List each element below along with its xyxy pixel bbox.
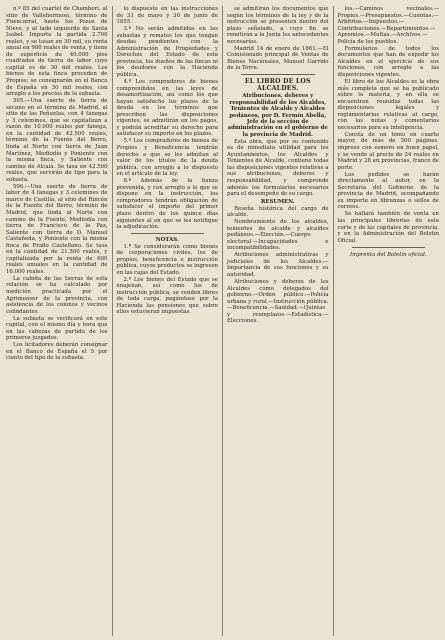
printer-imprint: Imprenta del Boletín oficial. [349, 251, 427, 258]
section-heading: EL LIBRO DE LOS ALCALDES. [244, 77, 311, 93]
summary-item: Atribuciones administrativas y judiciales de los Alcaldes.—Importancia de sus funciones y su autoridad. [227, 252, 329, 279]
paragraph: El libro de los Alcaldes es la obra más completa que se ha publicado sobre la materia, y en ella se encuentran reunidas todas las disposiciones legales y reglamentarias relativas al cargo, con las notas y comentarios necesarios para su inteligencia. [337, 79, 439, 131]
column-2 [112, 6, 219, 636]
paragraph: Se hallará también de venta en las principales librerías de esta corte y de las capitales de provincia, y en la Administración del Boletín Oficial. [337, 211, 439, 244]
note: 2.ª Los bienes del Estado que se enajenan, así como los de instrucción pública, se venden libres de toda carga, pagándose por la Hacienda las pensiones que sobre ellos estuvieran impuestas. [116, 276, 218, 316]
divider [241, 74, 315, 75]
summary-item: Nombramiento de los alcaldes, tenientes de alcalde y alcaldes pedáneos.—Elección.—Cuerpo electoral.—Incapacidades e incompatibilidades. [227, 219, 329, 252]
paragraph: Los pedidos se harán directamente al autor, en la Secretaría del Gobierno de la provincia de Madrid, acompañando su importe en libranzas o sellos de correos. [337, 171, 439, 211]
intro-paragraph: Esta obra, que por su contenido es de inmediata utilidad para los Ayuntamientos, los Alcaldes y Tenientes de Alcalde, contiene todas las disposiciones vigentes relativas a sus atribuciones, deberes y responsabilidad, y comprende además los formularios necesarios para el desempeño de su cargo. [227, 138, 329, 198]
column-3 [222, 6, 329, 636]
divider [352, 247, 426, 248]
paragraph: n.º 85 del cuartel de Chamberí, al sitio de Vallehermoso, término de Fuencarral, hasta los Pozos de Nieve, y al lado izquierdo de Santa Isabel. Importa la partida 2.700 reales, y se tasan en 30 mil, su renta anual en 900 reales de venta, y tiene de superficie de 40.000 pies cuadrados de tierra de labor cuyo capital es de 30 mil reales. Los bienes de esta finca proceden de Propios; se consignarán en el Banco de España en 30 mil reales, con arreglo a los precios de la subasta. [6, 6, 108, 98]
divider [131, 233, 205, 234]
paragraph: 6.º Además de la fianza prevenida, y con arreglo a lo que se dispone en la instrucción, los compradores tendrán obligación de satisfacer el importe del primer plazo dentro de los quince días siguientes al en que se les notifique la adjudicación. [116, 178, 218, 231]
paragraph: La cabida de las tierras de esta relación se ha calculado por medición practicada por el Agrimensor de la provincia, con asistencia de los colonos y vecinos colindantes. [6, 275, 108, 315]
paragraph: Madrid 14 de enero de 1861.—El Comisionado principal de Ventas de Bienes Nacionales, Manuel Garrido de la Torre. [227, 45, 329, 72]
summary-heading: RESUMEN. [260, 198, 295, 205]
note: 1.ª Se considerarán como bienes de corporaciones civiles, los de propios, beneficencia e instrucción pública, cuyos productos se ingresen en las cajas del Estado. [116, 243, 218, 276]
paragraph: los.—Caminos vecinales.—Propios.—Presupuestos.—Cuentas.—Arbitrios.—Impuestos.—Contribuciones.—Repartimientos.—Apremios.—Multas.—Archivos.—Policía de los pueblos. [337, 6, 439, 45]
paragraph: Los licitadores deberán consignar en el Banco de España el 5 por ciento del tipo de la subasta. [6, 342, 108, 362]
paragraph: 505.—Una suerte de tierra de secano en el término de Madrid, al sitio de las Peñuelas, con 4 fanegas y 3 celemines, que se capitalizan a razón de 10.000 reales por fanega, en la cantidad de 42.500 reales, término de la Fuente del Berro, linda al Norte con tierra de Juan Martínez, Mediodía y Poniente con la misma finca, y Saliente con camino de Alcalá. Se tasa en 42.500 reales, que servirán de tipo para la subasta. [6, 98, 108, 183]
column-1 [6, 6, 108, 636]
paragraph: lo dispuesto en las instrucciones de 31 de mayo y 30 de junio de 1855. [116, 6, 218, 26]
paragraph: se admitirán los documentos que según los términos de la ley y de la instrucción se presenten dentro del plazo señalado, a cuyo fin se remitirán a la Junta los antecedentes necesarios. [227, 6, 329, 45]
summary-item: Reseña histórica del cargo de alcalde. [227, 205, 329, 219]
section-subheading: Atribuciones, deberes y responsabilidad de los Alcaldes, Tenientes de Alcalde y Alcaldes pedáneos, por D. Fermín Abella, Jefe de la sección de administración en el gobierno de la provincia de Madrid. [227, 93, 328, 138]
paragraph: Formularios de todos los documentos que han de expedir los Alcaldes en el ejercicio de sus funciones, con arreglo a las disposiciones vigentes. [337, 45, 439, 78]
column-4 [333, 6, 440, 636]
paragraph: Consta de un tomo en cuarto mayor, de más de 500 páginas, impreso con esmero en buen papel, y se vende al precio de 24 reales en Madrid y 28 en provincias, franco de porte. [337, 131, 439, 171]
paragraph: 506.—Una suerte de tierra de labor de 4 fanegas y 3 celemines de marco de Castilla, al sitio del Rincón de la Fuente del Berro, término de Madrid, que linda al Norte con camino de la Fuente, Mediodía con tierra de Francisco de la Paz, Saliente con tierra de D. Manuel Castañeda, y Poniente con la misma finca de Prado Castellano. Se tasa en la cantidad de 21.500 reales, y capitalizada por la renta de 600 reales anuales en la cantidad de 16.000 reales. [6, 183, 108, 275]
summary-item: Atribuciones y deberes de los Alcaldes como delegados del gobierno.—Orden público.—Policía urbana y rural.—Instrucción pública.—Beneficencia.—Sanidad.—Quintas y reemplazos.—Estadística.—Elecciones. [227, 279, 329, 325]
notes-heading: NOTAS. [155, 236, 179, 243]
paragraph: 4.º Los compradores de bienes comprendidos en las leyes de desamortización, así como los que hayan satisfecho los plazos de la deuda en los términos que prescriben las disposiciones vigentes, se admitirán en los pagos, y podrán acreditar su derecho para satisfacer su importe en los plazos. [116, 79, 218, 138]
paragraph: La subasta se verificará en este capital, con el mismo día y hora que en las cabezas de partido de los primeros juzgados. [6, 315, 108, 342]
paragraph: 3.º No serán admitidos en las subastas y remates los que tengan deudas pendientes con la Administración de Propiedades y Derechos del Estado de esta provincia, los dueños de las fincas ni los deudores con la Hacienda pública. [116, 26, 218, 78]
paragraph: 5.º Los compradores de bienes de Propios y Beneficencia tendrán derecho a que se les admitan al valor de los títulos de la deuda pública, con arreglo a lo dispuesto en el artículo de la ley. [116, 138, 218, 178]
